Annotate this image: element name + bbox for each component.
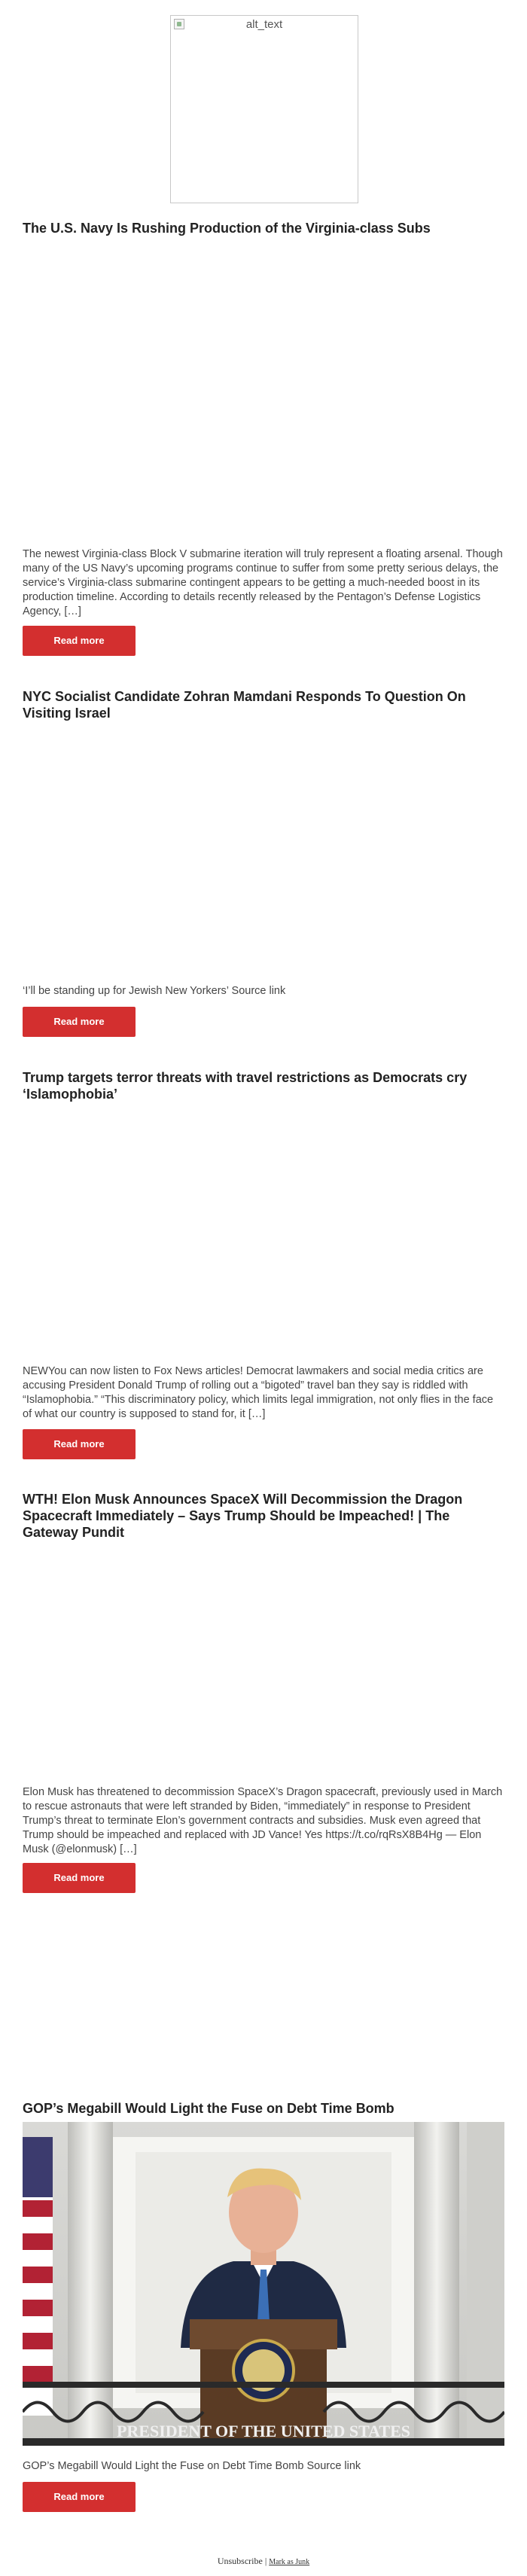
column-right xyxy=(414,2122,459,2446)
article-summary: Elon Musk has threatened to decommission SpaceX’s Dragon spacecraft, previously used in March to rescue astronauts that were left stranded by Biden, “immediately” in response to President Trump’s threat to terminate Elon’s government contracts and subsidies. Musk even agreed that Trump should be impeached and replaced with JD Vance! Yes https://t.co/rqRsX8B4Hg — Elon Musk (@elonmusk) […] xyxy=(23,1786,503,1855)
logo-alt-text: alt_text xyxy=(245,18,283,31)
footer xyxy=(0,2556,527,2567)
american-flag xyxy=(23,2137,53,2416)
article-summary: GOP’s Megabill Would Light the Fuse on Debt Time Bomb Source link xyxy=(23,2460,361,2472)
read-more-button[interactable]: Read more xyxy=(23,1007,136,1037)
article-title[interactable]: Trump targets terror threats with travel restrictions as Democrats cry ‘Islamophobia’ xyxy=(23,1070,468,1102)
article-summary: The newest Virginia-class Block V submarine iteration will truly represent a floating arsenal. Though many of the US Navy’s upcoming programs continue to suffer from some pretty serious delays, the service’s Virginia-class submarine contingent appears to be getting a much-needed boost in its production timeline. According to details recently released by the Pentagon’s Defense Logistics Agency, […] xyxy=(23,548,503,617)
read-more-button[interactable]: Read more xyxy=(23,626,136,656)
article-title[interactable]: GOP’s Megabill Would Light the Fuse on Debt Time Bomb xyxy=(23,2101,394,2116)
wall-right xyxy=(467,2122,504,2446)
logo-image xyxy=(170,15,358,203)
read-more-button[interactable]: Read more xyxy=(23,2482,136,2512)
read-more-button[interactable]: Read more xyxy=(23,1863,136,1893)
article-summary: ‘I’ll be standing up for Jewish New Yorkers’ Source link xyxy=(23,985,286,997)
article-title[interactable]: WTH! Elon Musk Announces SpaceX Will Decommission the Dragon Spacecraft Immediately – Says Trump Should be Impeached! | The Gateway Pundit xyxy=(23,1492,463,1540)
article-title[interactable]: The U.S. Navy Is Rushing Production of the Virginia-class Subs xyxy=(23,221,431,236)
read-more-button[interactable]: Read more xyxy=(23,1429,136,1459)
mark-as-junk-link[interactable]: Mark as Junk xyxy=(269,2558,310,2566)
unsubscribe-label[interactable]: Unsubscribe xyxy=(217,2556,263,2566)
article-photo[interactable] xyxy=(23,2122,504,2446)
balcony-photo-illustration xyxy=(23,2122,504,2446)
footer-separator: | xyxy=(264,2556,267,2566)
seal-text: PRESIDENT OF THE UNITED STATES xyxy=(116,2422,411,2440)
column-left xyxy=(68,2122,113,2446)
article-title[interactable]: NYC Socialist Candidate Zohran Mamdani Responds To Question On Visiting Israel xyxy=(23,689,466,721)
article-summary: NEWYou can now listen to Fox News articles! Democrat lawmakers and social media critics are accusing President Donald Trump of rolling out a “bigoted” travel ban they say is riddled with “Islamophobia.” “This discriminatory policy, which limits legal immigration, not only flies in the face of what our country is supposed to stand for, it […] xyxy=(23,1365,494,1420)
